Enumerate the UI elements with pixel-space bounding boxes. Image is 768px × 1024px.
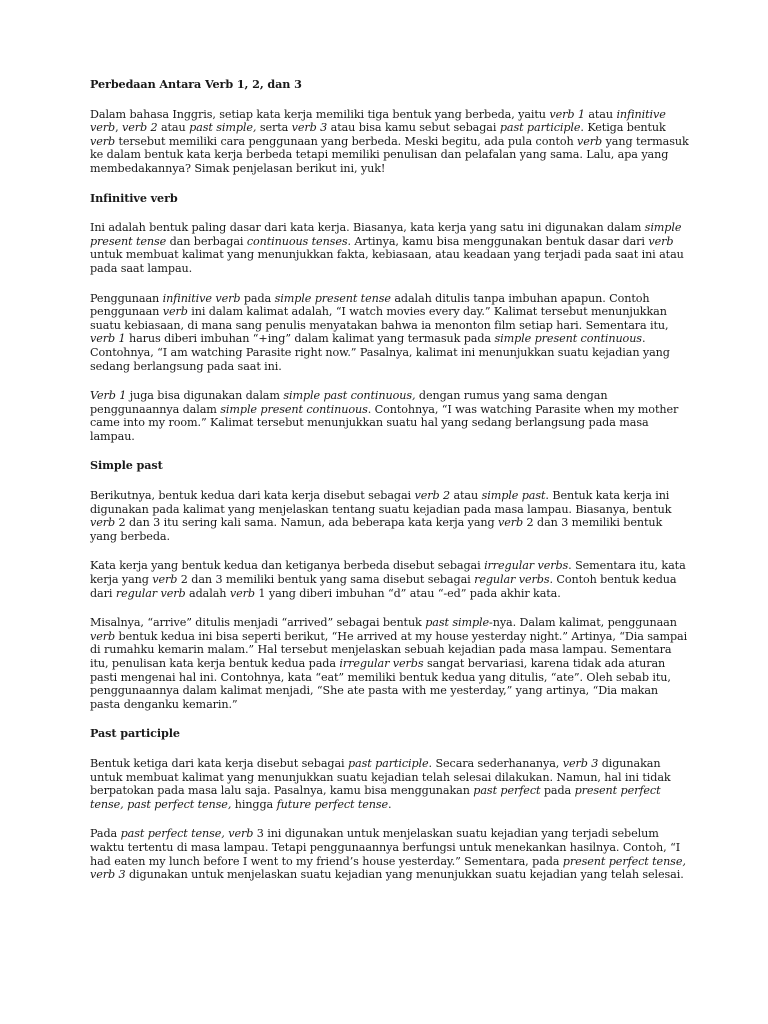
section-heading: Infinitive verb <box>90 190 178 205</box>
italic-term: verb <box>577 134 603 148</box>
text-run: juga bisa digunakan dalam <box>126 389 284 403</box>
italic-term: past perfect tense, verb <box>120 827 254 841</box>
italic-term: verb 2 <box>414 489 451 503</box>
italic-term: present perfect tense, verb 3 <box>90 854 686 882</box>
italic-term: verb 3 <box>291 121 328 135</box>
text-run: . Sementara itu, kata kerja yang <box>90 559 686 587</box>
italic-term: simple present continuous <box>220 402 368 416</box>
text-run: 3 ini digunakan untuk menjelaskan suatu kejadian yang terjadi sebelum waktu tertentu di masa lampau. Tetapi penggunaannya berfungsi untuk menekankan hasilnya. Contoh, “I had eaten my lunch before I went to my friend’s house yesterday.” Sementara, pada <box>90 827 681 868</box>
italic-term: past participle <box>499 121 581 135</box>
text-run: . Secara sederhananya, <box>428 756 563 770</box>
italic-term: regular verbs <box>474 573 550 587</box>
text-run: atau <box>450 489 482 503</box>
text-run: . Bentuk kata kerja ini digunakan pada kalimat yang menjelaskan tentang suatu kejadian pada masa lampau. Biasanya, bentuk <box>90 489 672 516</box>
text-run: serta <box>256 121 292 135</box>
body-paragraph <box>90 221 690 275</box>
italic-term: regular verb <box>115 586 186 600</box>
text-run: ini dalam kalimat adalah, “I watch movies every day.” Kalimat tersebut menunjukkan suatu kebiasaan, di mana sang penulis menyatakan bahwa ia menonton film setiap hari. Sementara itu, <box>90 305 669 332</box>
text-run: 2 dan 3 memiliki bentuk yang berbeda. <box>90 516 663 543</box>
italic-term: simple past continuous, <box>283 389 416 403</box>
text-run: . Contohnya, “I am watching Parasite right now.” Pasalnya, kalimat ini menunjukkan suatu kejadian yang sedang berlangsung pada saat ini. <box>90 332 670 373</box>
body-paragraph <box>90 389 690 443</box>
text-run: atau bisa kamu sebut sebagai <box>327 121 500 135</box>
italic-term: infinitive verb <box>90 107 666 135</box>
italic-term: infinitive verb <box>162 291 241 305</box>
text-run: pada <box>240 291 275 305</box>
body-paragraph <box>90 559 690 600</box>
body-paragraph <box>90 489 690 543</box>
text-run: Misalnya, “arrive” ditulis menjadi “arrived” sebagai bentuk <box>90 616 426 630</box>
text-run: Berikutnya, bentuk kedua dari kata kerja disebut sebagai <box>90 489 415 503</box>
body-paragraph <box>90 827 690 881</box>
text-run: . Artinya, kamu bisa menggunakan bentuk dasar dari <box>347 234 649 248</box>
document-title: Perbedaan Antara Verb 1, 2, dan 3 <box>90 77 302 91</box>
italic-term: verb 2 <box>121 121 158 135</box>
italic-term: past simple <box>425 616 490 630</box>
italic-term: verb <box>152 573 178 587</box>
italic-term: past perfect <box>473 784 541 798</box>
body-paragraph <box>90 757 690 811</box>
text-run: Pada <box>90 827 121 841</box>
italic-term: Verb 1 <box>90 389 127 403</box>
text-run: dan berbagai <box>166 234 247 248</box>
document-body <box>90 108 690 882</box>
italic-term: past participle <box>347 756 429 770</box>
italic-term: verb 1 <box>90 332 126 346</box>
body-paragraph <box>90 616 690 711</box>
text-run: tersebut memiliki cara penggunaan yang berbeda. Meski begitu, ada pula contoh <box>115 134 578 148</box>
italic-term: verb <box>162 305 188 319</box>
text-run: digunakan untuk membuat kalimat yang menunjukkan suatu kejadian telah selesai dilakukan. Namun, hal ini tidak berpatokan pada masa lalu saja. Pasalnya, kamu bisa menggunakan <box>90 756 671 798</box>
text-run: -nya. Dalam kalimat, penggunaan <box>489 616 677 630</box>
italic-term: verb <box>90 134 116 148</box>
italic-term: past simple, <box>189 121 257 135</box>
text-run: atau <box>584 107 617 121</box>
text-run: Bentuk ketiga dari kata kerja disebut sebagai <box>90 756 348 770</box>
italic-term: irregular verbs <box>339 657 424 670</box>
italic-term: verb <box>498 516 524 530</box>
italic-term: simple present continuous <box>494 332 642 346</box>
text-run: Dalam bahasa Inggris, setiap kata kerja memiliki tiga bentuk yang berbeda, yaitu <box>90 107 550 121</box>
text-run: atau <box>157 121 190 135</box>
italic-term: simple present tense <box>90 221 682 248</box>
italic-term: verb <box>90 629 116 643</box>
italic-term: future perfect tense <box>276 797 389 811</box>
text-run: dengan rumus yang sama dengan penggunaannya dalam <box>90 389 608 416</box>
italic-term: verb <box>648 234 674 248</box>
section-heading: Simple past <box>90 458 163 473</box>
text-run: bentuk kedua ini bisa seperti berikut, “He arrived at my house yesterday night.” Artinya, “Dia sampai di rumahku kemarin malam.” Hal tersebut menjelaskan sebuah kejadian pada masa lampau. Sementara itu, penulisan kata kerja bentuk kedua pada <box>90 629 688 670</box>
text-run: . <box>388 797 392 811</box>
section-heading: Past participle <box>90 726 180 741</box>
text-run: 2 dan 3 memiliki bentuk yang sama disebut sebagai <box>177 573 475 587</box>
text-run: . Contoh bentuk kedua dari <box>90 573 677 600</box>
text-run: adalah <box>185 586 230 600</box>
text-run: digunakan untuk menjelaskan suatu kejadian yang menunjukkan suatu kejadian yang telah selesai. <box>125 868 684 882</box>
italic-term: simple present tense <box>274 291 391 305</box>
text-run: hingga <box>231 797 277 811</box>
text-run: Penggunaan <box>90 291 163 305</box>
text-run: pada <box>540 784 575 798</box>
text-run: , <box>115 121 122 135</box>
text-run: harus diberi imbuhan “+ing” dalam kalimat yang termasuk pada <box>125 332 495 346</box>
text-run: 2 dan 3 itu sering kali sama. Namun, ada beberapa kata kerja yang <box>115 516 499 530</box>
italic-term: verb <box>90 516 116 530</box>
italic-term: simple past <box>481 489 546 503</box>
text-run: . Contohnya, “I was watching Parasite when my mother came into my room.” Kalimat tersebut menunjukkan suatu hal yang sedang berlangsung pada masa lampau. <box>90 402 679 443</box>
italic-term: verb <box>229 586 255 600</box>
text-run: . Ketiga bentuk <box>580 121 666 135</box>
body-paragraph <box>90 108 690 176</box>
text-run: Ini adalah bentuk paling dasar dari kata kerja. Biasanya, kata kerja yang satu ini digunakan dalam <box>90 221 645 235</box>
text-run: yang termasuk ke dalam bentuk kata kerja berbeda tetapi memiliki penulisan dan pelafalan yang sama. Lalu, apa yang membedakannya? Simak penjelasan berikut ini, yuk! <box>90 134 689 175</box>
text-run: untuk membuat kalimat yang menunjukkan fakta, kebiasaan, atau keadaan yang terjadi pada saat ini atau pada saat lampau. <box>90 248 684 275</box>
text-run: 1 yang diberi imbuhan “d” atau “-ed” pada akhir kata. <box>254 586 561 600</box>
text-run: Kata kerja yang bentuk kedua dan ketiganya berbeda disebut sebagai <box>90 559 485 573</box>
italic-term: present perfect tense, past perfect tense, <box>90 784 661 811</box>
document-page <box>90 78 690 898</box>
italic-term: irregular verbs <box>484 559 569 573</box>
text-run: adalah ditulis tanpa imbuhan apapun. Contoh penggunaan <box>90 291 650 319</box>
italic-term: verb 1 <box>549 107 585 121</box>
body-paragraph <box>90 292 690 374</box>
italic-term: verb 3 <box>562 756 599 770</box>
text-run: sangat bervariasi, karena tidak ada aturan pasti mengenai hal ini. Contohnya, kata “eat” memiliki bentuk kedua yang ditulis, “ate”. Oleh sebab itu, penggunaannya dalam kalimat menjadi, “She ate pasta with me yesterday,” yang artinya, “Dia makan pasta denganku kemarin.” <box>90 657 671 711</box>
italic-term: continuous tenses <box>246 234 348 248</box>
